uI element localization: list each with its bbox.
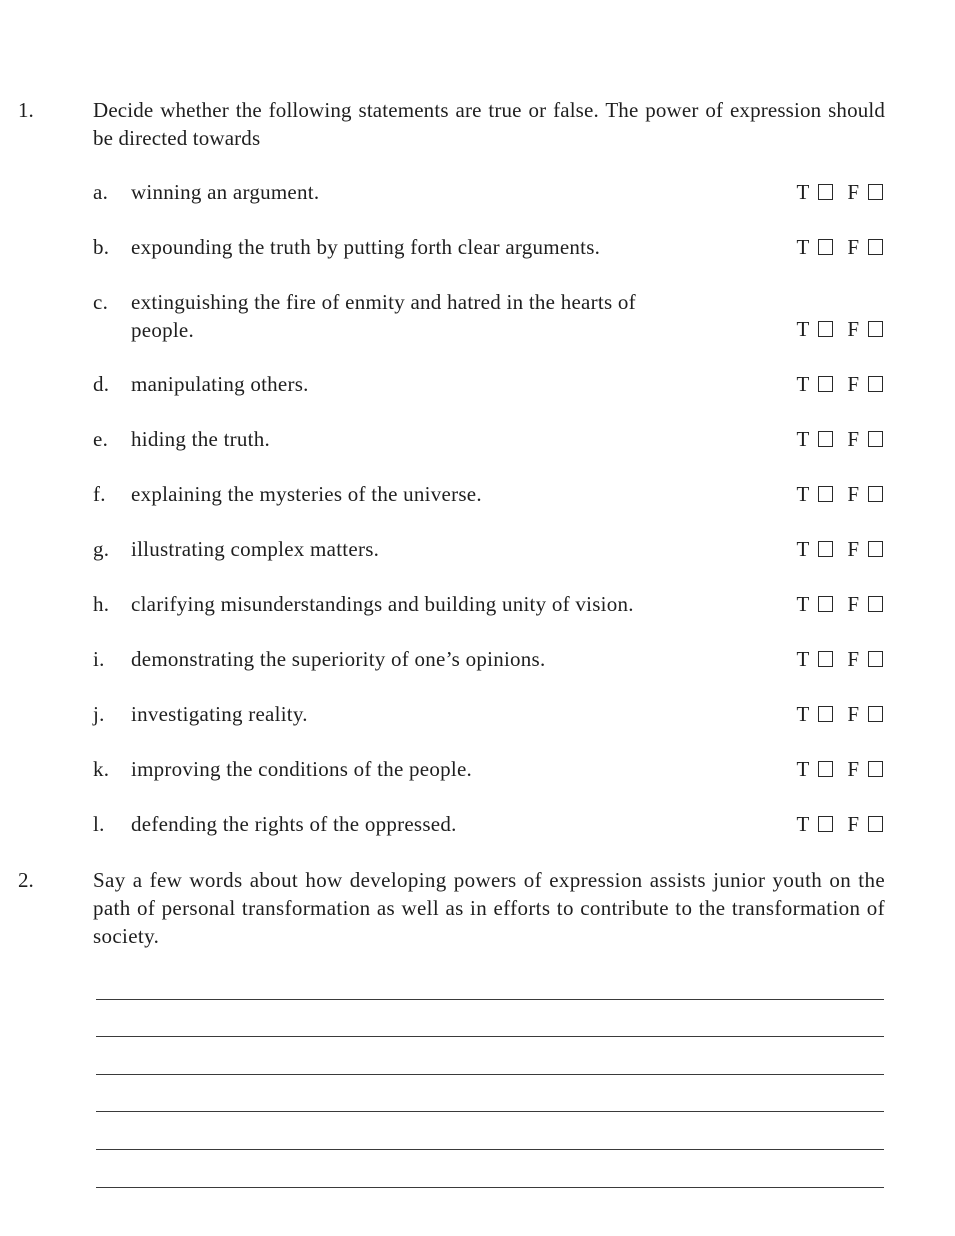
true-label: T — [796, 592, 810, 616]
true-label: T — [796, 482, 810, 506]
statement-letter: g. — [93, 537, 110, 561]
statement-text: extinguishing the fire of enmity and hatred in the hearts of people. — [131, 290, 636, 342]
statement-text: explaining the mysteries of the universe. — [131, 482, 482, 506]
true-checkbox[interactable] — [818, 706, 833, 722]
false-option — [847, 425, 883, 453]
false-option — [847, 315, 883, 343]
statement-letter: c. — [93, 290, 109, 314]
statement-letter: f. — [93, 482, 106, 506]
true-label: T — [796, 537, 810, 561]
true-false-choice — [796, 700, 883, 728]
false-checkbox[interactable] — [868, 239, 883, 255]
true-false-choice — [796, 315, 883, 343]
statement-text: improving the conditions of the people. — [131, 757, 473, 781]
statement-letter: e. — [93, 427, 109, 451]
false-label: F — [847, 537, 859, 561]
answer-line[interactable] — [96, 999, 884, 1000]
false-option — [847, 755, 883, 783]
false-label: F — [847, 702, 859, 726]
true-false-choice — [796, 480, 883, 508]
statement-letter: k. — [93, 757, 110, 781]
false-label: F — [847, 317, 859, 341]
false-checkbox[interactable] — [868, 706, 883, 722]
statement-text: clarifying misunderstandings and building unity of vision. — [131, 592, 634, 616]
true-false-choice — [796, 370, 883, 398]
statement-letter: i. — [93, 647, 105, 671]
true-label: T — [796, 702, 810, 726]
false-checkbox[interactable] — [868, 816, 883, 832]
false-label: F — [847, 592, 859, 616]
question-number: 2. — [18, 868, 34, 892]
statement-text: demonstrating the superiority of one’s opinions. — [131, 647, 546, 671]
question-number: 1. — [18, 98, 34, 122]
true-label: T — [796, 812, 810, 836]
true-false-choice — [796, 810, 883, 838]
false-checkbox[interactable] — [868, 761, 883, 777]
true-false-choice — [796, 178, 883, 206]
statement-text: illustrating complex matters. — [131, 537, 380, 561]
false-checkbox[interactable] — [868, 431, 883, 447]
false-option — [847, 233, 883, 261]
statement-letter: a. — [93, 180, 109, 204]
false-label: F — [847, 757, 859, 781]
true-label: T — [796, 647, 810, 671]
false-checkbox[interactable] — [868, 651, 883, 667]
false-label: F — [847, 647, 859, 671]
false-label: F — [847, 482, 859, 506]
true-checkbox[interactable] — [818, 541, 833, 557]
statement-text: defending the rights of the oppressed. — [131, 812, 457, 836]
statement-letter: b. — [93, 235, 110, 259]
false-label: F — [847, 235, 859, 259]
false-option — [847, 480, 883, 508]
false-option — [847, 178, 883, 206]
true-label: T — [796, 235, 810, 259]
statement-letter: j. — [93, 702, 105, 726]
true-false-choice — [796, 645, 883, 673]
statement-text: expounding the truth by putting forth clear arguments. — [131, 235, 601, 259]
answer-line[interactable] — [96, 1111, 884, 1112]
false-label: F — [847, 372, 859, 396]
question-prompt: Say a few words about how developing powers of expression assists junior youth on the path of personal transformation as well as in efforts to contribute to the transformation of society. — [93, 868, 885, 948]
statement-text: manipulating others. — [131, 372, 309, 396]
statement-text: hiding the truth. — [131, 427, 270, 451]
true-checkbox[interactable] — [818, 816, 833, 832]
false-checkbox[interactable] — [868, 321, 883, 337]
true-checkbox[interactable] — [818, 321, 833, 337]
true-false-choice — [796, 425, 883, 453]
answer-line[interactable] — [96, 1036, 884, 1037]
true-label: T — [796, 180, 810, 204]
true-checkbox[interactable] — [818, 431, 833, 447]
statement-letter: d. — [93, 372, 110, 396]
false-label: F — [847, 812, 859, 836]
statement-letter: h. — [93, 592, 110, 616]
true-checkbox[interactable] — [818, 184, 833, 200]
true-checkbox[interactable] — [818, 596, 833, 612]
true-checkbox[interactable] — [818, 486, 833, 502]
true-false-choice — [796, 590, 883, 618]
false-checkbox[interactable] — [868, 184, 883, 200]
true-false-choice — [796, 233, 883, 261]
false-checkbox[interactable] — [868, 541, 883, 557]
false-label: F — [847, 427, 859, 451]
statement-text: investigating reality. — [131, 702, 308, 726]
true-checkbox[interactable] — [818, 376, 833, 392]
true-label: T — [796, 372, 810, 396]
true-false-choice — [796, 535, 883, 563]
false-option — [847, 810, 883, 838]
true-checkbox[interactable] — [818, 651, 833, 667]
false-option — [847, 535, 883, 563]
true-label: T — [796, 427, 810, 451]
true-label: T — [796, 317, 810, 341]
false-checkbox[interactable] — [868, 486, 883, 502]
true-false-choice — [796, 755, 883, 783]
answer-line[interactable] — [96, 1074, 884, 1075]
statement-letter: l. — [93, 812, 105, 836]
question-prompt: Decide whether the following statements are true or false. The power of expression should be directed towards — [93, 98, 885, 150]
false-label: F — [847, 180, 859, 204]
false-checkbox[interactable] — [868, 376, 883, 392]
statement-text: winning an argument. — [131, 180, 320, 204]
false-option — [847, 645, 883, 673]
false-option — [847, 370, 883, 398]
answer-line[interactable] — [96, 1149, 884, 1150]
answer-line[interactable] — [96, 1187, 884, 1188]
true-checkbox[interactable] — [818, 761, 833, 777]
false-checkbox[interactable] — [868, 596, 883, 612]
true-label: T — [796, 757, 810, 781]
false-option — [847, 700, 883, 728]
false-option — [847, 590, 883, 618]
true-checkbox[interactable] — [818, 239, 833, 255]
